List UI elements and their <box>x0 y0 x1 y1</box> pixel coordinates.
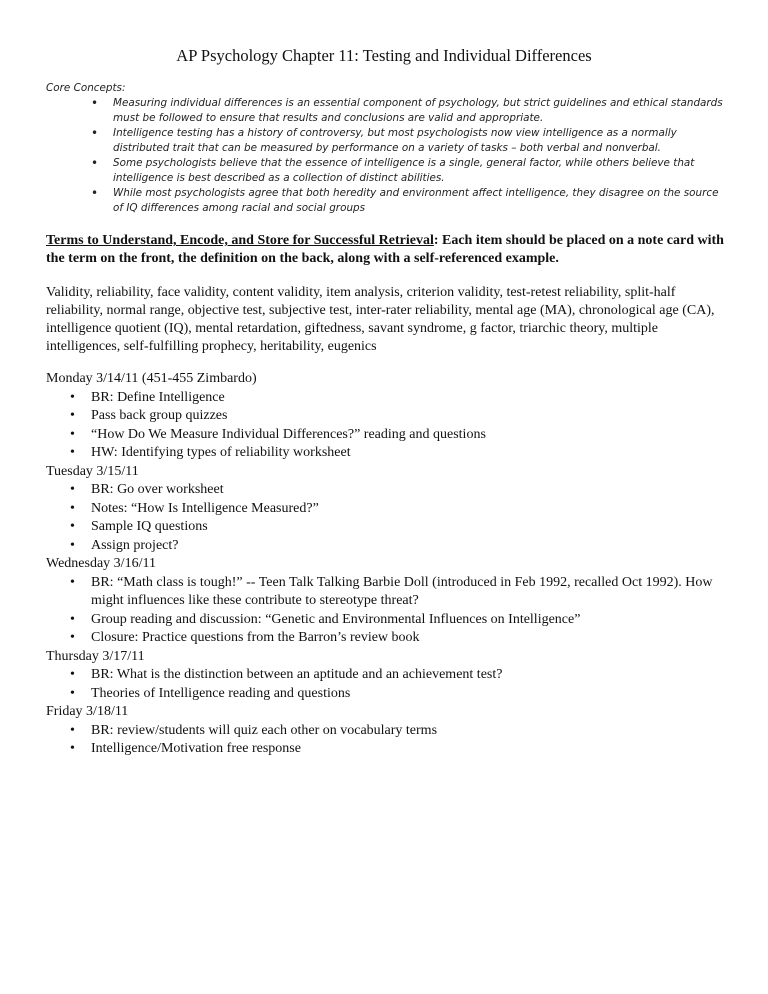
day-items <box>46 722 726 759</box>
day-items <box>46 389 726 463</box>
schedule-item: • BR: review/students will quiz each other on vocabulary terms <box>91 722 726 741</box>
core-concepts <box>46 81 726 216</box>
schedule-item: • BR: “Math class is tough!” -- Teen Talk Talking Barbie Doll (introduced in Feb 1992, recalled Oct 1992). How might influences like these contribute to stereotype threat? <box>91 574 726 611</box>
schedule-item: • Group reading and discussion: “Genetic and Environmental Influences on Intelligence” <box>91 611 726 630</box>
day-heading: Tuesday 3/15/11 <box>46 463 139 479</box>
schedule-item: • Notes: “How Is Intelligence Measured?” <box>91 500 726 519</box>
day-items <box>46 666 726 703</box>
schedule-item: • BR: What is the distinction between an aptitude and an achievement test? <box>91 666 726 685</box>
page-title: AP Psychology Chapter 11: Testing and Individual Differences <box>176 46 592 65</box>
day-items <box>46 574 726 648</box>
terms-instruction: : Each item should be placed on a note card with the term on the front, the definition on the back, along with a self-referenced example. <box>46 233 724 266</box>
schedule-item: • BR: Define Intelligence <box>91 389 726 408</box>
core-concept-item: • While most psychologists agree that both heredity and environment affect intelligence, they disagree on the source of IQ differences among racial and social groups <box>113 186 726 216</box>
terms-heading <box>46 232 726 268</box>
day-heading: Thursday 3/17/11 <box>46 648 145 664</box>
schedule-item: • “How Do We Measure Individual Differences?” reading and questions <box>91 426 726 445</box>
core-concept-item: • Intelligence testing has a history of controversy, but most psychologists now view intelligence as a normally distributed trait that can be measured by performance on a variety of tasks – both verbal and nonverbal. <box>113 126 726 156</box>
schedule-item: • Pass back group quizzes <box>91 407 726 426</box>
schedule-item: • Theories of Intelligence reading and questions <box>91 685 726 704</box>
terms-heading-title: Terms to Understand, Encode, and Store for Successful Retrieval <box>46 233 434 248</box>
day-items <box>46 481 726 555</box>
schedule-item: • HW: Identifying types of reliability worksheet <box>91 444 726 463</box>
day-heading: Friday 3/18/11 <box>46 704 129 719</box>
day-heading: Wednesday 3/16/11 <box>46 556 156 571</box>
schedule-item: • BR: Go over worksheet <box>91 481 726 500</box>
day-heading: Monday 3/14/11 (451-455 Zimbardo) <box>46 371 257 386</box>
core-concepts-list <box>46 96 726 216</box>
vocabulary-list: Validity, reliability, face validity, content validity, item analysis, criterion validity, test-retest reliability, split-half reliability, normal range, objective test, subjective test, inter-rater reliability, mental age (MA), chronological age (CA), intelligence quotient (IQ), mental retardation, giftedness, savant syndrome, g factor, triarchic theory, multiple intelligences, self-fulfilling prophecy, heritability, eugenics <box>46 285 715 354</box>
schedule-item: • Closure: Practice questions from the Barron’s review book <box>91 629 726 648</box>
schedule-item: • Intelligence/Motivation free response <box>91 740 726 759</box>
core-concept-item: • Some psychologists believe that the essence of intelligence is a single, general factor, while others believe that intelligence is best described as a collection of distinct abilities. <box>113 156 726 186</box>
schedule-item: • Assign project? <box>91 537 726 556</box>
schedule-item: • Sample IQ questions <box>91 518 726 537</box>
core-concepts-label: Core Concepts: <box>46 82 126 94</box>
weekly-schedule <box>46 370 726 759</box>
core-concept-item: • Measuring individual differences is an essential component of psychology, but strict guidelines and ethical standards must be followed to ensure that results and conclusions are valid and appropriate. <box>113 96 726 126</box>
